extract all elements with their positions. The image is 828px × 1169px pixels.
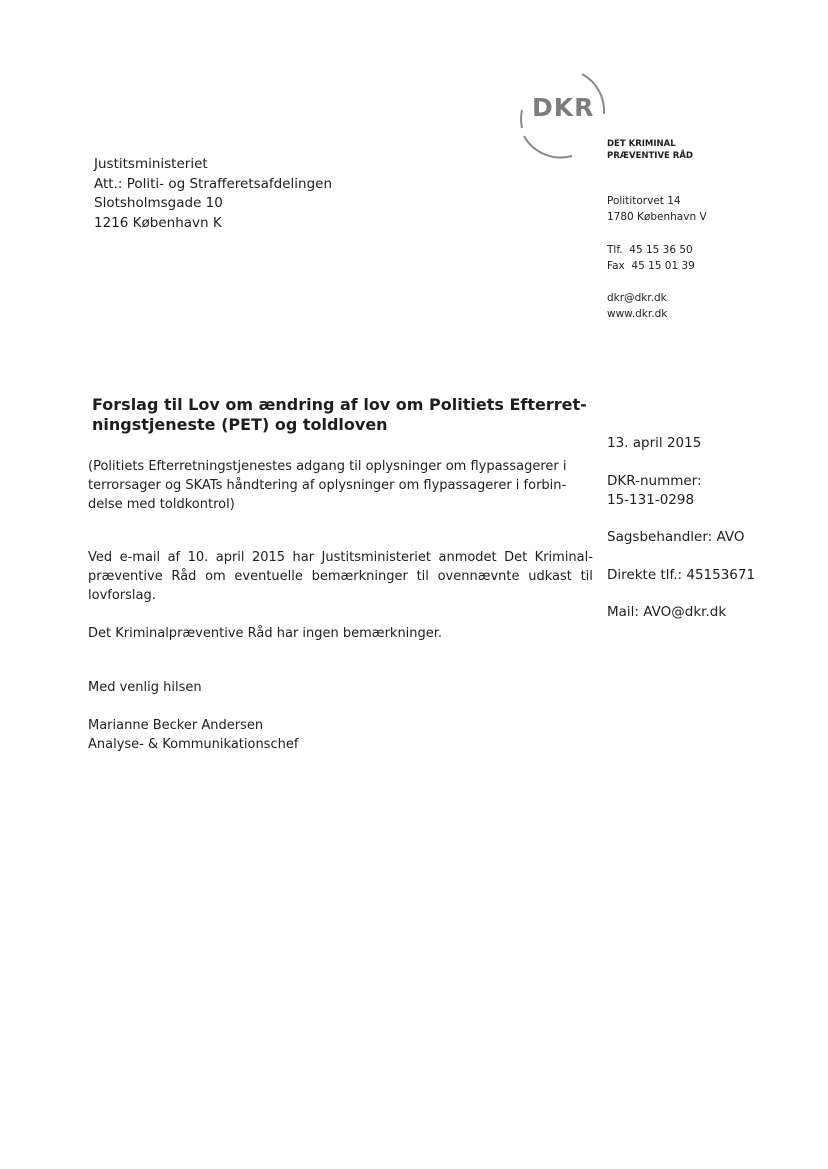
- subject-line2: ningstjeneste (PET) og toldloven: [92, 415, 388, 434]
- paragraph-word: Justitsministeriet: [321, 550, 432, 565]
- paragraph-word: bemærkninger: [311, 569, 408, 584]
- paragraph-line2: [88, 567, 593, 586]
- sender-fax: Fax 45 15 01 39: [607, 260, 695, 272]
- contact-mail: Mail: AVO@dkr.dk: [607, 604, 727, 620]
- recipient-line: Justitsministeriet: [94, 156, 208, 172]
- paragraph-word: om: [205, 569, 226, 584]
- paragraph-word: 2015: [251, 550, 286, 565]
- subject-description: [88, 457, 593, 514]
- paragraph-word: anmodet: [438, 550, 497, 565]
- paragraph-word: Kriminal-: [534, 550, 593, 565]
- closing-salutation: Med venlig hilsen: [88, 680, 202, 695]
- paragraph-word: e-mail: [119, 550, 161, 565]
- letter-date: 13. april 2015: [607, 435, 702, 451]
- signer-title: Analyse- & Kommunikationschef: [88, 737, 299, 752]
- paragraph-word: har: [292, 550, 315, 565]
- organization-name: [607, 138, 693, 162]
- paragraph-request: [88, 548, 593, 605]
- recipient-line: Slotsholmsgade 10: [94, 195, 223, 211]
- paragraph-word: til: [416, 569, 429, 584]
- paragraph-word: præventive: [88, 569, 163, 584]
- paragraph-response: Det Kriminalpræventive Råd har ingen bemærkninger.: [88, 626, 443, 641]
- paragraph-word: 10.: [187, 550, 209, 565]
- paragraph-word: ovennævnte: [437, 569, 520, 584]
- paragraph-word: udkast: [528, 569, 572, 584]
- sender-email: dkr@dkr.dk: [607, 292, 667, 304]
- paragraph-line1: [88, 548, 593, 567]
- signature-block: [88, 716, 593, 754]
- description-line2: terrorsager og SKATs håndtering af oplysninger om flypassagerer i forbin-: [88, 478, 567, 493]
- paragraph-word: april: [215, 550, 245, 565]
- paragraph-word: Ved: [88, 550, 113, 565]
- paragraph-word: af: [167, 550, 181, 565]
- recipient-address: [94, 155, 332, 233]
- sender-street: Polititorvet 14: [607, 195, 681, 207]
- sender-address: [607, 193, 707, 225]
- description-line1: (Politiets Efterretningstjenestes adgang til oplysninger om flypassagerer i: [88, 459, 567, 474]
- logo-wordmark: DKR: [532, 93, 595, 122]
- org-name-line1: DET KRIMINAL: [607, 139, 676, 149]
- sender-online-block: [607, 290, 667, 322]
- description-line3: delse med toldkontrol): [88, 497, 235, 512]
- dkr-number-block: [607, 472, 702, 510]
- subject-line1: Forslag til Lov om ændring af lov om Politiets Efterret-: [92, 395, 587, 414]
- signer-name: Marianne Becker Andersen: [88, 718, 264, 733]
- paragraph-word: eventuelle: [234, 569, 303, 584]
- recipient-line: 1216 København K: [94, 214, 222, 231]
- letter-subject: [92, 395, 592, 435]
- sender-phone: Tlf. 45 15 36 50: [607, 244, 693, 256]
- dkr-number-value: 15-131-0298: [607, 492, 695, 508]
- paragraph-word: til: [580, 569, 593, 584]
- recipient-line: Att.: Politi- og Strafferetsafdelingen: [94, 175, 333, 192]
- dkr-number-label: DKR-nummer:: [607, 473, 702, 489]
- case-handler: Sagsbehandler: AVO: [607, 529, 745, 545]
- sender-phone-block: [607, 242, 695, 274]
- direct-phone: Direkte tlf.: 45153671: [607, 567, 756, 583]
- paragraph-word: Råd: [171, 569, 197, 584]
- paragraph-line3: lovforslag.: [88, 588, 156, 603]
- sender-city: 1780 København V: [607, 211, 707, 223]
- org-name-line2: PRÆVENTIVE RÅD: [607, 151, 693, 161]
- paragraph-word: Det: [504, 550, 528, 565]
- sender-website: www.dkr.dk: [607, 308, 668, 320]
